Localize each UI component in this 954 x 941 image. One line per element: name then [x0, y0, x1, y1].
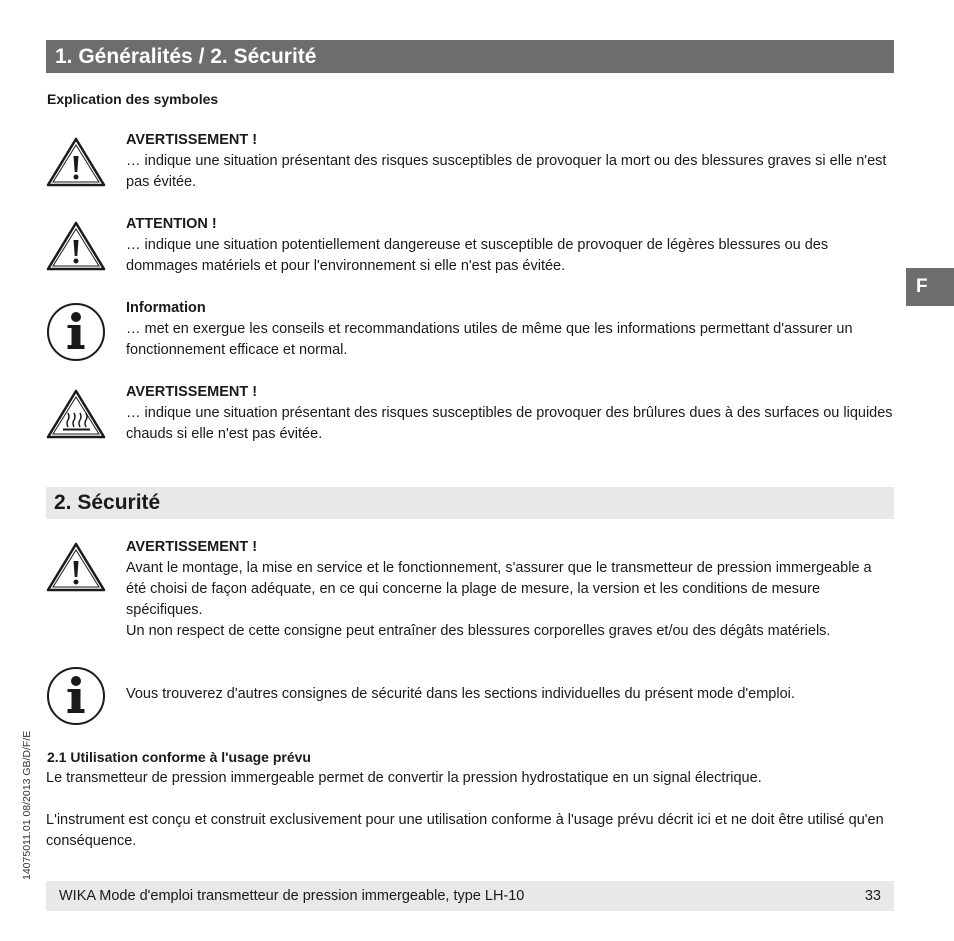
warning-title: AVERTISSEMENT !	[126, 539, 258, 555]
section-title: 1. Généralités / 2. Sécurité	[46, 40, 894, 73]
paragraph: Le transmetteur de pression immergeable permet de convertir la pression hydrostatique en un signal électrique.	[46, 770, 762, 786]
hot-surface-icon	[46, 389, 106, 439]
symbols-heading: Explication des symboles	[47, 91, 219, 107]
warning-triangle-icon	[46, 137, 106, 187]
language-tab: F	[906, 268, 954, 306]
subsection-heading: 2.1 Utilisation conforme à l'usage prévu	[47, 749, 311, 765]
symbol-item-information	[126, 298, 894, 361]
symbol-item-warning	[126, 130, 894, 193]
section-title-security: 2. Sécurité	[46, 487, 894, 519]
symbol-title: AVERTISSEMENT !	[126, 384, 258, 400]
symbol-item-caution	[126, 214, 894, 277]
security-warning	[126, 537, 894, 642]
symbol-title: Information	[126, 300, 206, 316]
footer-text: WIKA Mode d'emploi transmetteur de pression immergeable, type LH-10	[59, 888, 525, 904]
paragraph: L'instrument est conçu et construit exclusivement pour une utilisation conforme à l'usage prévu décrit ici et ne doit être utilisé qu'en conséquence.	[46, 812, 884, 849]
symbol-text: … indique une situation potentiellement dangereuse et susceptible de provoquer de légères blessures ou des dommages matériels et pour l'environnement si elle n'est pas évitée.	[126, 237, 829, 274]
symbol-text: … indique une situation présentant des risques susceptibles de provoquer des brûlures dues à des surfaces ou liquides chauds si elle n'est pas évitée.	[126, 405, 893, 442]
warning-text-consequence: Un non respect de cette consigne peut entraîner des blessures corporelles graves et/ou des dégâts matériels.	[126, 623, 831, 639]
warning-triangle-icon	[46, 221, 106, 271]
warning-text: Avant le montage, la mise en service et le fonctionnement, s'assurer que le transmetteur de pression immergeable a été choisi de façon adéquate, en ce qui concerne la plage de mesure, la version et les conditions de mesure spécifiques.	[126, 560, 872, 618]
info-icon	[46, 302, 106, 362]
symbol-title: ATTENTION !	[126, 216, 217, 232]
info-icon	[46, 666, 106, 726]
document-code: 14075011.01 08/2013 GB/D/F/E	[21, 730, 33, 880]
page-number: 33	[864, 888, 881, 904]
symbol-item-hot-surface	[126, 382, 894, 445]
symbol-title: AVERTISSEMENT !	[126, 132, 258, 148]
symbol-text: … indique une situation présentant des risques susceptibles de provoquer la mort ou des blessures graves si elle n'est pas évitée.	[126, 153, 887, 190]
symbol-text: … met en exergue les conseils et recommandations utiles de même que les informations permettant d'assurer un fonctionnement efficace et normal.	[126, 321, 853, 358]
footer	[46, 881, 894, 911]
security-info-text: Vous trouverez d'autres consignes de sécurité dans les sections individuelles du présent mode d'emploi.	[126, 686, 795, 702]
warning-triangle-icon	[46, 542, 106, 592]
